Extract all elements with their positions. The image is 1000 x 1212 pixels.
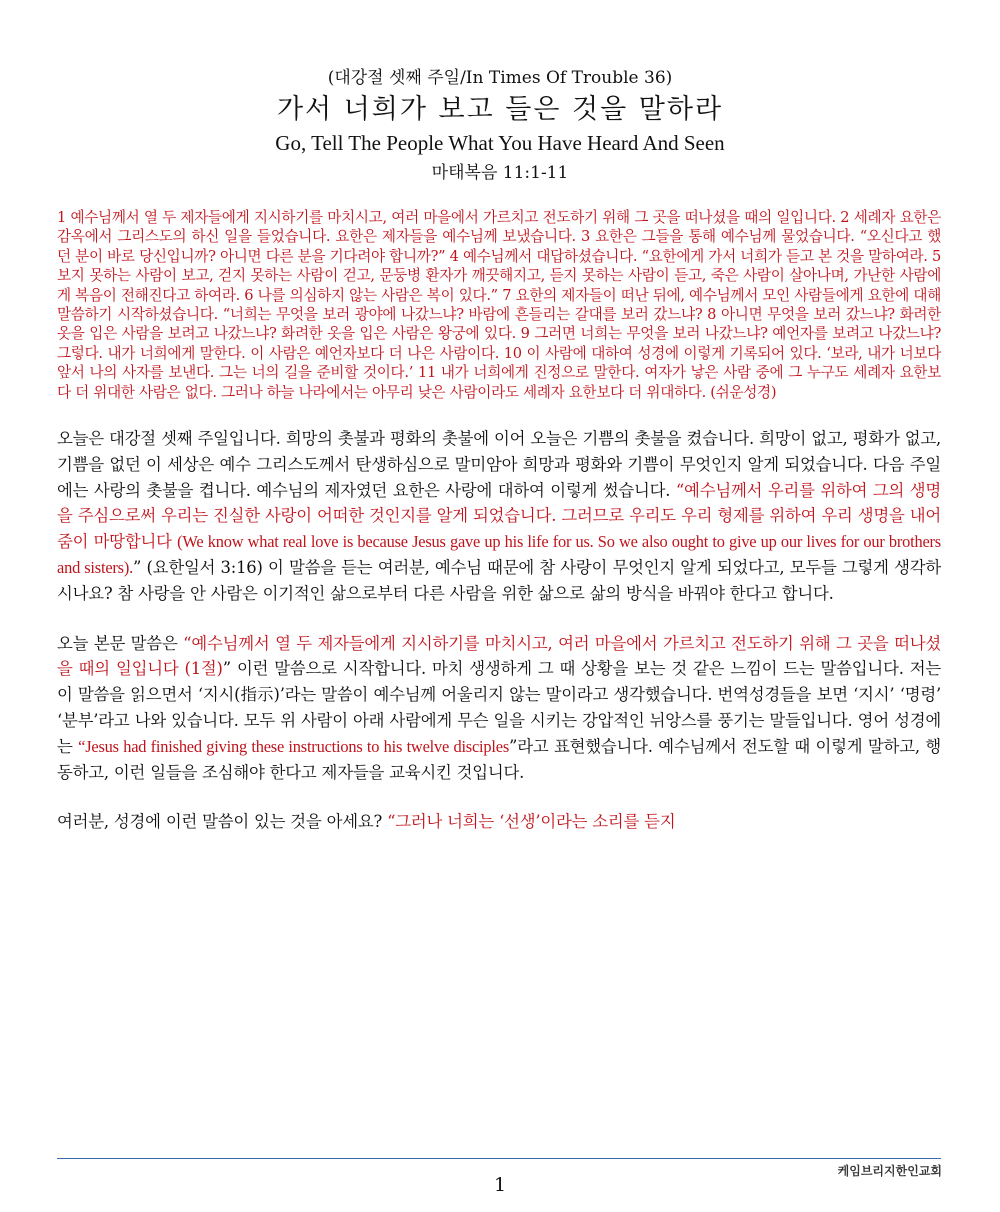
paragraph-teacher — [57, 809, 941, 835]
paragraph-advent-text-cont: (요한일서 3:16) 이 말씀을 듣는 여러분, 예수님 때문에 참 사랑이 무엇인지 알게 되었다고, 모두들 그렇게 생각하시나요? 참 사랑을 안 사람은 이기적인 삶으로부터 다른 사람을 위한 삶으로 삶의 방식을 바꿔야 한다고 합니다. — [57, 558, 941, 603]
paragraph-advent — [57, 426, 941, 607]
quote-verse-1: “예수님께서 열 두 제자들에게 지시하기를 마치시고, 여러 마을에서 가르치고 전도하기 위해 그 곳을 떠나셨을 때의 일입니다 (1절) — [57, 633, 941, 679]
footer-divider — [57, 1158, 941, 1159]
sermon-subtitle: (대강절 셋째 주일/In Times Of Trouble 36) — [327, 68, 673, 88]
quote-close-mark: ” — [133, 558, 142, 578]
quote-1john-english: (We know what real love is because Jesus gave up his life for us. So we also ought to give up our lives for our brothers and sisters). — [57, 532, 941, 578]
quote-english-bible: “Jesus had finished giving these instructions to his twelve disciples — [78, 736, 510, 756]
sermon-body — [57, 208, 941, 835]
sermon-header — [0, 66, 1000, 186]
paragraph-teacher-text: 여러분, 성경에 이런 말씀이 있는 것을 아세요? — [57, 812, 388, 832]
quote-1john-korean: “예수님께서 우리를 위하여 그의 생명을 주심으로써 우리는 진실한 사랑이 어떠한 것인지를 알게 되었습니다. 그러므로 우리도 우리 형제를 위하여 우리 생명을 내어 줌이 마땅합니다 — [57, 480, 941, 552]
sermon-title-korean: 가서 너희가 보고 들은 것을 말하라 — [276, 94, 724, 125]
paragraph-advent-text: 오늘은 대강절 셋째 주일입니다. 희망의 촛불과 평화의 촛불에 이어 오늘은 기쁨의 촛불을 켰습니다. 희망이 없고, 평화가 없고, 기쁨을 없던 이 세상은 예수 그리스도께서 탄생하심으로 말미암아 희망과 평화와 기쁨이 무엇인지 알게 되었습니다. 다음 주일에는 사랑의 촛불을 켭니다. 예수님의 제자였던 요한은 사랑에 대하여 이렇게 썼습니다. — [57, 429, 941, 500]
paragraph-instructions-intro: 오늘 본문 말씀은 — [57, 633, 184, 653]
page-number: 1 — [493, 1174, 507, 1196]
scripture-passage: 1 예수님께서 열 두 제자들에게 지시하기를 마치시고, 여러 마을에서 가르치고 전도하기 위해 그 곳을 떠나셨을 때의 일입니다. 2 세례자 요한은 감옥에서 그리스도의 하신 일을 들었습니다. 요한은 제자들을 예수님께 보냈습니다. 3 요한은 그들을 통해 예수님께 물었습니다. “오신다고 했던 분이 바로 당신입니까? 아니면 다른 분을 기다려야 합니까?” 4 예수님께서 대답하셨습니다. “요한에게 가서 너희가 듣고 본 것을 말하여라. 5 보지 못하는 사람이 보고, 걷지 못하는 사람이 걷고, 문둥병 환자가 깨끗해지고, 듣지 못하는 사람이 듣고, 죽은 사람이 살아나며, 가난한 사람에게 복음이 전해진다고 하여라. 6 나를 의심하지 않는 사람은 복이 있다.” 7 요한의 제자들이 떠난 뒤에, 예수님께서 모인 사람들에게 요한에 대해 말씀하기 시작하셨습니다. “너희는 무엇을 보러 광야에 나갔느냐? 바람에 흔들리는 갈대를 보러 갔느냐? 8 아니면 무엇을 보러 갔느냐? 화려한 옷을 입은 사람을 보려고 나갔느냐? 화려한 옷을 입은 사람은 왕궁에 있다. 9 그러면 너희는 무엇을 보러 나갔느냐? 예언자를 보려고 나갔느냐? 그렇다. 내가 너희에게 말한다. 이 사람은 예언자보다 더 나은 사람이다. 10 이 사람에 대하여 성경에 이렇게 기록되어 있다. ‘보라, 내가 너보다 앞서 나의 사자를 보낸다. 그는 너의 길을 준비할 것이다.’ 11 내가 너희에게 진정으로 말한다. 여자가 낳은 사람 중에 그 누구도 세례자 요한보다 더 위대한 사람은 없다. 그러나 하늘 나라에서는 아무리 낮은 사람이라도 세례자 요한보다 더 위대하다. (쉬운성경) — [57, 209, 941, 401]
paragraph-instructions-text: ” 이런 말씀으로 시작합니다. 마치 생생하게 그 때 상황을 보는 것 같은 느낌이 드는 말씀입니다. 저는 이 말씀을 읽으면서 ‘지시(指示)’라는 말씀이 예수님께 어울리지 않는 말이라고 생각했습니다. 번역성경들을 보면 ‘지시’ ‘명령’ ‘분부’라고 나와 있습니다. 모두 위 사람이 아래 사람에게 무슨 일을 시키는 강압적인 뉘앙스를 풍기는 말들입니다. 영어 성경에는 — [57, 659, 941, 756]
church-name: 케임브리지한인교회 — [837, 1164, 942, 1178]
quote-teacher: “그러나 너희는 ‘선생’이라는 소리를 듣지 — [387, 812, 676, 832]
paragraph-instructions — [57, 631, 941, 786]
paragraph-instructions-end: ”라고 표현했습니다. 예수님께서 전도할 때 이렇게 말하고, 행동하고, 이런 일들을 조심해야 한다고 제자들을 교육시킨 것입니다. — [57, 736, 941, 782]
scripture-reference: 마태복음 11:1-11 — [431, 163, 569, 183]
sermon-title-english: Go, Tell The People What You Have Heard And Seen — [275, 131, 725, 155]
